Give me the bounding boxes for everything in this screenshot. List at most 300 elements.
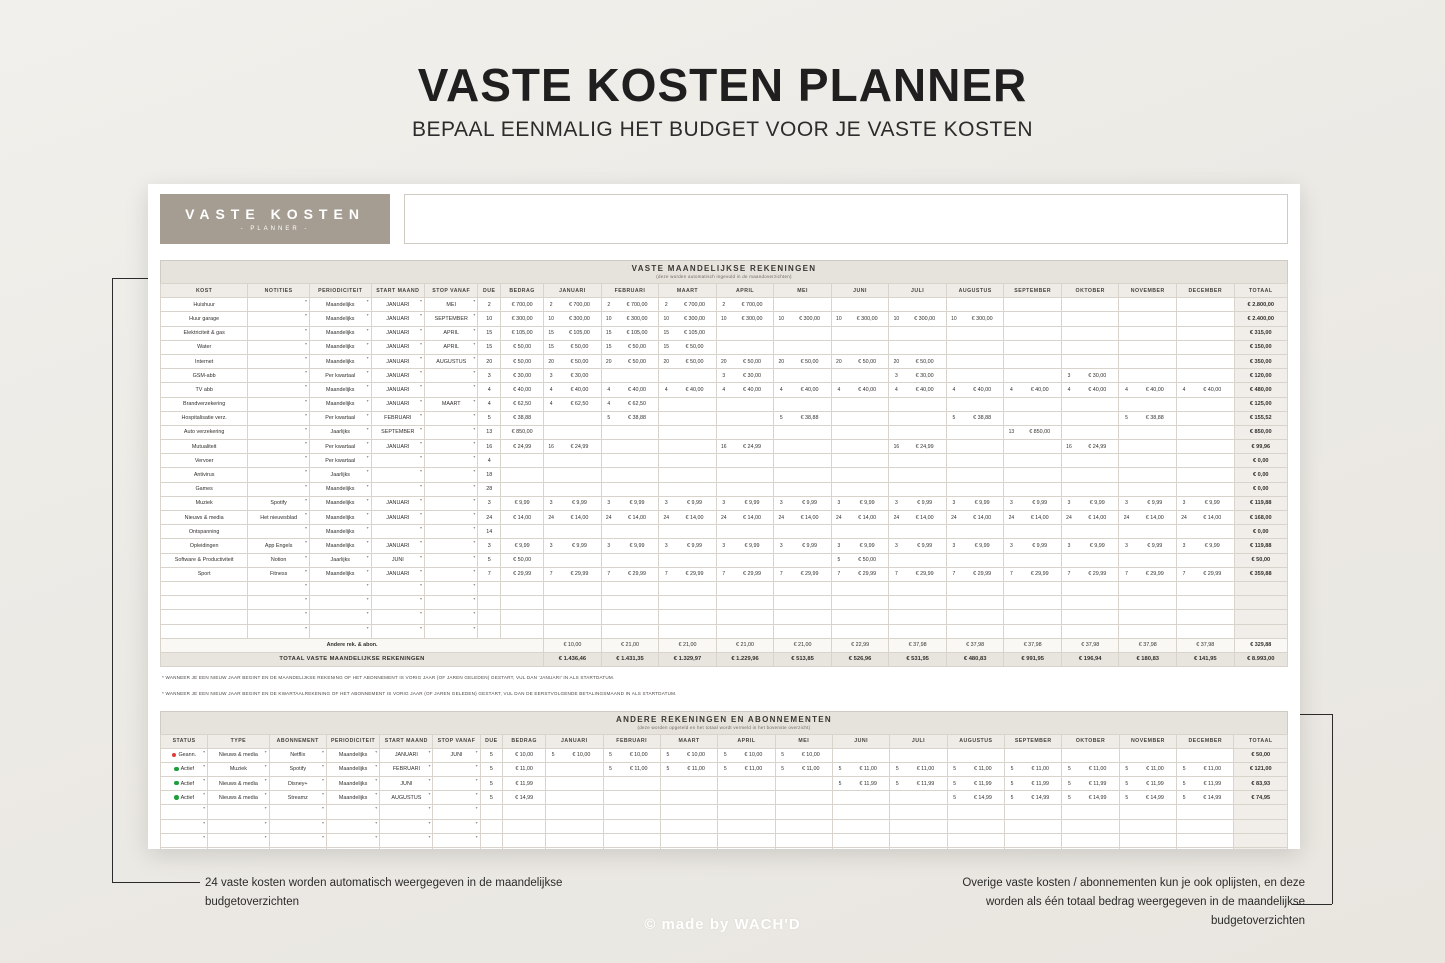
- month-cell[interactable]: 3 € 9,99: [1119, 496, 1177, 510]
- month-cell[interactable]: [946, 425, 1004, 439]
- month-cell[interactable]: [890, 833, 947, 847]
- month-cell[interactable]: [1177, 354, 1235, 368]
- cost-name-cell[interactable]: Sport: [161, 567, 248, 581]
- month-cell[interactable]: 4 € 40,00: [544, 383, 602, 397]
- month-cell[interactable]: 5 € 14,99: [1177, 791, 1234, 805]
- month-cell[interactable]: 10 € 300,00: [659, 312, 717, 326]
- month-cell[interactable]: [1004, 468, 1062, 482]
- month-cell[interactable]: 3 € 9,99: [1004, 496, 1062, 510]
- amount-cell[interactable]: [501, 454, 544, 468]
- month-cell[interactable]: 4 € 62,50: [601, 397, 659, 411]
- month-cell[interactable]: 5 € 38,88: [946, 411, 1004, 425]
- month-cell[interactable]: [889, 397, 947, 411]
- amount-cell[interactable]: € 50,00: [501, 354, 544, 368]
- note-cell[interactable]: [248, 411, 310, 425]
- amount-cell[interactable]: € 40,00: [501, 383, 544, 397]
- month-cell[interactable]: [544, 411, 602, 425]
- month-cell[interactable]: [603, 805, 660, 819]
- month-cell[interactable]: 3 € 30,00: [716, 369, 774, 383]
- due-day-cell[interactable]: [478, 581, 501, 595]
- month-cell[interactable]: 16 € 24,99: [1061, 440, 1119, 454]
- stop-month-cell[interactable]: [425, 383, 478, 397]
- month-cell[interactable]: 5 € 10,00: [775, 748, 832, 762]
- periodicity-cell[interactable]: Maandelijks ▾: [326, 777, 379, 791]
- table-row[interactable]: [161, 777, 1288, 791]
- amount-cell[interactable]: € 24,99: [501, 440, 544, 454]
- note-cell[interactable]: [248, 482, 310, 496]
- month-cell[interactable]: 3 € 9,99: [889, 539, 947, 553]
- stop-month-cell[interactable]: [433, 777, 480, 791]
- start-month-cell[interactable]: SEPTEMBER ▾: [371, 425, 424, 439]
- table-row[interactable]: [161, 312, 1288, 326]
- month-cell[interactable]: 2 € 700,00: [716, 298, 774, 312]
- month-cell[interactable]: 5 € 11,00: [718, 762, 775, 776]
- due-day-cell[interactable]: [478, 610, 501, 624]
- month-cell[interactable]: 3 € 9,99: [544, 496, 602, 510]
- periodicity-cell[interactable]: Maandelijks ▾: [309, 354, 371, 368]
- month-cell[interactable]: [659, 397, 717, 411]
- month-cell[interactable]: [660, 805, 717, 819]
- month-cell[interactable]: [1119, 340, 1177, 354]
- start-month-cell[interactable]: [371, 454, 424, 468]
- month-cell[interactable]: [603, 777, 660, 791]
- month-cell[interactable]: 3 € 9,99: [1177, 539, 1235, 553]
- month-cell[interactable]: [659, 553, 717, 567]
- table-row[interactable]: [161, 369, 1288, 383]
- dropdown-cell[interactable]: [269, 805, 326, 819]
- type-cell[interactable]: Nieuws & media ▾: [208, 777, 269, 791]
- table-row-empty[interactable]: [161, 610, 1288, 624]
- month-cell[interactable]: [544, 454, 602, 468]
- subscription-cell[interactable]: Disney+ ▾: [269, 777, 326, 791]
- notes-box[interactable]: [404, 194, 1288, 244]
- month-cell[interactable]: [601, 610, 659, 624]
- stop-month-cell[interactable]: APRIL ▾: [425, 326, 478, 340]
- month-cell[interactable]: [544, 553, 602, 567]
- month-cell[interactable]: [544, 468, 602, 482]
- due-day-cell[interactable]: 3: [478, 496, 501, 510]
- month-cell[interactable]: [1061, 397, 1119, 411]
- month-cell[interactable]: [660, 819, 717, 833]
- month-cell[interactable]: 15 € 105,00: [601, 326, 659, 340]
- month-cell[interactable]: 20 € 50,00: [889, 354, 947, 368]
- month-cell[interactable]: [889, 298, 947, 312]
- month-cell[interactable]: [774, 610, 832, 624]
- month-cell[interactable]: 3 € 9,99: [1061, 496, 1119, 510]
- month-cell[interactable]: 5 € 11,00: [832, 762, 889, 776]
- dropdown-cell[interactable]: [425, 581, 478, 595]
- table-row-empty[interactable]: [161, 596, 1288, 610]
- start-month-cell[interactable]: JANUARI ▾: [371, 354, 424, 368]
- amount-cell[interactable]: [501, 525, 544, 539]
- month-cell[interactable]: [601, 525, 659, 539]
- amount-cell[interactable]: € 10,00: [503, 748, 546, 762]
- month-cell[interactable]: [831, 425, 889, 439]
- month-cell[interactable]: [1004, 397, 1062, 411]
- cost-name-cell[interactable]: Internet: [161, 354, 248, 368]
- amount-cell[interactable]: € 300,00: [501, 312, 544, 326]
- month-cell[interactable]: 24 € 14,00: [1061, 511, 1119, 525]
- periodicity-cell[interactable]: Per kwartaal ▾: [309, 440, 371, 454]
- dropdown-cell[interactable]: [433, 819, 480, 833]
- month-cell[interactable]: [659, 610, 717, 624]
- month-cell[interactable]: 5 € 11,00: [603, 762, 660, 776]
- month-cell[interactable]: 10 € 300,00: [889, 312, 947, 326]
- month-cell[interactable]: [1177, 425, 1235, 439]
- month-cell[interactable]: 5 € 10,00: [660, 748, 717, 762]
- month-cell[interactable]: [1061, 312, 1119, 326]
- month-cell[interactable]: [1119, 610, 1177, 624]
- month-cell[interactable]: [1004, 340, 1062, 354]
- month-cell[interactable]: [889, 468, 947, 482]
- cost-name-cell[interactable]: Elektriciteit & gas: [161, 326, 248, 340]
- stop-month-cell[interactable]: [425, 511, 478, 525]
- month-cell[interactable]: [1004, 440, 1062, 454]
- month-cell[interactable]: [660, 791, 717, 805]
- periodicity-cell[interactable]: Maandelijks ▾: [309, 397, 371, 411]
- start-month-cell[interactable]: [371, 482, 424, 496]
- stop-month-cell[interactable]: [425, 567, 478, 581]
- stop-month-cell[interactable]: JUNI ▾: [433, 748, 480, 762]
- month-cell[interactable]: 5 € 38,88: [1119, 411, 1177, 425]
- month-cell[interactable]: [1119, 819, 1176, 833]
- month-cell[interactable]: [1177, 553, 1235, 567]
- dropdown-cell[interactable]: [380, 805, 433, 819]
- stop-month-cell[interactable]: MAART ▾: [425, 397, 478, 411]
- month-cell[interactable]: [1177, 581, 1235, 595]
- month-cell[interactable]: [1177, 312, 1235, 326]
- month-cell[interactable]: 4 € 40,00: [831, 383, 889, 397]
- month-cell[interactable]: [1004, 482, 1062, 496]
- month-cell[interactable]: 10 € 300,00: [544, 312, 602, 326]
- dropdown-cell[interactable]: [269, 848, 326, 850]
- start-month-cell[interactable]: JANUARI ▾: [371, 369, 424, 383]
- table-row-empty[interactable]: [161, 833, 1288, 847]
- month-cell[interactable]: 24 € 14,00: [544, 511, 602, 525]
- start-month-cell[interactable]: JUNI ▾: [380, 777, 433, 791]
- start-month-cell[interactable]: JANUARI ▾: [371, 496, 424, 510]
- note-cell[interactable]: Fitness ▾: [248, 567, 310, 581]
- month-cell[interactable]: [774, 581, 832, 595]
- stop-month-cell[interactable]: [425, 553, 478, 567]
- month-cell[interactable]: [946, 468, 1004, 482]
- month-cell[interactable]: [1119, 425, 1177, 439]
- periodicity-cell[interactable]: Maandelijks ▾: [309, 482, 371, 496]
- table-row[interactable]: [161, 425, 1288, 439]
- month-cell[interactable]: [774, 440, 832, 454]
- dropdown-cell[interactable]: [269, 819, 326, 833]
- month-cell[interactable]: 10 € 300,00: [831, 312, 889, 326]
- dropdown-cell[interactable]: [433, 848, 480, 850]
- status-cell[interactable]: Geann. ▾: [161, 748, 208, 762]
- month-cell[interactable]: [1177, 454, 1235, 468]
- month-cell[interactable]: 4 € 40,00: [1119, 383, 1177, 397]
- month-cell[interactable]: 7 € 29,99: [889, 567, 947, 581]
- start-month-cell[interactable]: JANUARI ▾: [371, 326, 424, 340]
- month-cell[interactable]: [718, 848, 775, 850]
- month-cell[interactable]: [774, 397, 832, 411]
- month-cell[interactable]: 15 € 105,00: [544, 326, 602, 340]
- month-cell[interactable]: [1119, 848, 1176, 850]
- start-month-cell[interactable]: JANUARI ▾: [371, 397, 424, 411]
- start-month-cell[interactable]: AUGUSTUS ▾: [380, 791, 433, 805]
- month-cell[interactable]: [890, 805, 947, 819]
- month-cell[interactable]: [1177, 596, 1235, 610]
- month-cell[interactable]: [832, 805, 889, 819]
- month-cell[interactable]: [546, 805, 603, 819]
- table-row[interactable]: [161, 397, 1288, 411]
- month-cell[interactable]: [775, 777, 832, 791]
- month-cell[interactable]: [1119, 624, 1177, 638]
- month-cell[interactable]: [1119, 805, 1176, 819]
- month-cell[interactable]: [1061, 468, 1119, 482]
- note-cell[interactable]: [248, 525, 310, 539]
- month-cell[interactable]: [1062, 748, 1119, 762]
- month-cell[interactable]: [544, 596, 602, 610]
- month-cell[interactable]: 5 € 11,99: [832, 777, 889, 791]
- month-cell[interactable]: 5 € 38,88: [774, 411, 832, 425]
- table-row[interactable]: [161, 298, 1288, 312]
- amount-cell[interactable]: [503, 848, 546, 850]
- start-month-cell[interactable]: JANUARI ▾: [371, 539, 424, 553]
- month-cell[interactable]: [659, 525, 717, 539]
- amount-cell[interactable]: € 14,99: [503, 791, 546, 805]
- month-cell[interactable]: 4 € 40,00: [1177, 383, 1235, 397]
- table-row[interactable]: [161, 567, 1288, 581]
- start-month-cell[interactable]: JUNI ▾: [371, 553, 424, 567]
- month-cell[interactable]: [718, 791, 775, 805]
- month-cell[interactable]: 3 € 9,99: [601, 496, 659, 510]
- month-cell[interactable]: [889, 411, 947, 425]
- month-cell[interactable]: 24 € 14,00: [716, 511, 774, 525]
- dropdown-cell[interactable]: [433, 805, 480, 819]
- status-cell[interactable]: Actief ▾: [161, 762, 208, 776]
- due-day-cell[interactable]: 4: [478, 454, 501, 468]
- dropdown-cell[interactable]: [309, 610, 371, 624]
- cost-name-cell[interactable]: Muziek: [161, 496, 248, 510]
- month-cell[interactable]: 16 € 24,99: [889, 440, 947, 454]
- month-cell[interactable]: [831, 397, 889, 411]
- month-cell[interactable]: [546, 833, 603, 847]
- month-cell[interactable]: 4 € 40,00: [946, 383, 1004, 397]
- month-cell[interactable]: [1177, 411, 1235, 425]
- month-cell[interactable]: [889, 624, 947, 638]
- month-cell[interactable]: 7 € 29,99: [601, 567, 659, 581]
- month-cell[interactable]: [889, 425, 947, 439]
- month-cell[interactable]: [947, 848, 1004, 850]
- month-cell[interactable]: [946, 340, 1004, 354]
- month-cell[interactable]: [1005, 748, 1062, 762]
- month-cell[interactable]: [1061, 340, 1119, 354]
- month-cell[interactable]: [718, 777, 775, 791]
- due-day-cell[interactable]: [480, 848, 503, 850]
- note-cell[interactable]: [248, 383, 310, 397]
- due-day-cell[interactable]: 28: [478, 482, 501, 496]
- note-cell[interactable]: [248, 425, 310, 439]
- month-cell[interactable]: [546, 819, 603, 833]
- month-cell[interactable]: [1061, 482, 1119, 496]
- month-cell[interactable]: 7 € 29,99: [774, 567, 832, 581]
- month-cell[interactable]: 3 € 9,99: [774, 496, 832, 510]
- amount-cell[interactable]: € 38,88: [501, 411, 544, 425]
- dropdown-cell[interactable]: [425, 624, 478, 638]
- month-cell[interactable]: [546, 762, 603, 776]
- month-cell[interactable]: [946, 298, 1004, 312]
- month-cell[interactable]: 7 € 29,99: [544, 567, 602, 581]
- stop-month-cell[interactable]: [425, 482, 478, 496]
- due-day-cell[interactable]: [480, 819, 503, 833]
- month-cell[interactable]: 3 € 9,99: [601, 539, 659, 553]
- month-cell[interactable]: [1004, 581, 1062, 595]
- periodicity-cell[interactable]: Maandelijks ▾: [309, 496, 371, 510]
- due-day-cell[interactable]: 5: [478, 411, 501, 425]
- month-cell[interactable]: [1005, 833, 1062, 847]
- month-cell[interactable]: [603, 791, 660, 805]
- month-cell[interactable]: [716, 326, 774, 340]
- periodicity-cell[interactable]: Maandelijks ▾: [309, 340, 371, 354]
- start-month-cell[interactable]: FEBRUARI ▾: [371, 411, 424, 425]
- due-day-cell[interactable]: 15: [478, 326, 501, 340]
- month-cell[interactable]: 24 € 14,00: [889, 511, 947, 525]
- month-cell[interactable]: [603, 848, 660, 850]
- table-row[interactable]: [161, 468, 1288, 482]
- month-cell[interactable]: [889, 610, 947, 624]
- month-cell[interactable]: [546, 777, 603, 791]
- month-cell[interactable]: 24 € 14,00: [659, 511, 717, 525]
- month-cell[interactable]: [601, 596, 659, 610]
- month-cell[interactable]: [1061, 454, 1119, 468]
- month-cell[interactable]: 15 € 50,00: [544, 340, 602, 354]
- periodicity-cell[interactable]: Maandelijks ▾: [309, 525, 371, 539]
- month-cell[interactable]: 20 € 50,00: [601, 354, 659, 368]
- status-cell[interactable]: Actief ▾: [161, 777, 208, 791]
- month-cell[interactable]: [1061, 596, 1119, 610]
- month-cell[interactable]: 5 € 11,00: [890, 762, 947, 776]
- dropdown-cell[interactable]: [326, 848, 379, 850]
- month-cell[interactable]: [1119, 525, 1177, 539]
- month-cell[interactable]: [716, 525, 774, 539]
- month-cell[interactable]: 5 € 11,00: [660, 762, 717, 776]
- due-day-cell[interactable]: 5: [480, 762, 503, 776]
- month-cell[interactable]: [1061, 624, 1119, 638]
- month-cell[interactable]: 24 € 14,00: [1004, 511, 1062, 525]
- month-cell[interactable]: 7 € 29,99: [716, 567, 774, 581]
- month-cell[interactable]: [1005, 805, 1062, 819]
- amount-cell[interactable]: [501, 596, 544, 610]
- periodicity-cell[interactable]: Maandelijks ▾: [309, 511, 371, 525]
- table-row[interactable]: [161, 354, 1288, 368]
- month-cell[interactable]: [716, 553, 774, 567]
- month-cell[interactable]: [832, 833, 889, 847]
- stop-month-cell[interactable]: [425, 496, 478, 510]
- month-cell[interactable]: 4 € 40,00: [1061, 383, 1119, 397]
- month-cell[interactable]: 15 € 50,00: [659, 340, 717, 354]
- month-cell[interactable]: [660, 777, 717, 791]
- note-cell[interactable]: [248, 340, 310, 354]
- start-month-cell[interactable]: JANUARI ▾: [371, 567, 424, 581]
- amount-cell[interactable]: € 700,00: [501, 298, 544, 312]
- subscription-cell[interactable]: Spotify ▾: [269, 762, 326, 776]
- amount-cell[interactable]: € 11,00: [503, 762, 546, 776]
- month-cell[interactable]: [889, 454, 947, 468]
- month-cell[interactable]: [1004, 326, 1062, 340]
- month-cell[interactable]: [1119, 298, 1177, 312]
- month-cell[interactable]: 5 € 11,99: [890, 777, 947, 791]
- month-cell[interactable]: [890, 791, 947, 805]
- month-cell[interactable]: [544, 525, 602, 539]
- amount-cell[interactable]: [503, 805, 546, 819]
- month-cell[interactable]: 2 € 700,00: [601, 298, 659, 312]
- dropdown-cell[interactable]: [269, 833, 326, 847]
- cost-name-cell[interactable]: Water: [161, 340, 248, 354]
- month-cell[interactable]: [1005, 819, 1062, 833]
- due-day-cell[interactable]: 5: [478, 553, 501, 567]
- start-month-cell[interactable]: JANUARI ▾: [371, 340, 424, 354]
- month-cell[interactable]: 5 € 11,00: [1119, 762, 1176, 776]
- month-cell[interactable]: 3 € 30,00: [889, 369, 947, 383]
- periodicity-cell[interactable]: Maandelijks ▾: [326, 762, 379, 776]
- month-cell[interactable]: 3 € 9,99: [831, 496, 889, 510]
- cost-name-cell[interactable]: TV abb: [161, 383, 248, 397]
- cost-name-cell[interactable]: [161, 624, 248, 638]
- month-cell[interactable]: [1119, 312, 1177, 326]
- periodicity-cell[interactable]: Maandelijks ▾: [309, 298, 371, 312]
- month-cell[interactable]: [1177, 805, 1234, 819]
- dropdown-cell[interactable]: [161, 819, 208, 833]
- month-cell[interactable]: [831, 525, 889, 539]
- dropdown-cell[interactable]: [371, 581, 424, 595]
- dropdown-cell[interactable]: [208, 833, 269, 847]
- month-cell[interactable]: [1004, 610, 1062, 624]
- periodicity-cell[interactable]: Per kwartaal ▾: [309, 411, 371, 425]
- dropdown-cell[interactable]: [309, 596, 371, 610]
- month-cell[interactable]: [716, 581, 774, 595]
- amount-cell[interactable]: [503, 819, 546, 833]
- month-cell[interactable]: [831, 454, 889, 468]
- due-day-cell[interactable]: 2: [478, 298, 501, 312]
- month-cell[interactable]: [946, 440, 1004, 454]
- month-cell[interactable]: [774, 298, 832, 312]
- month-cell[interactable]: 20 € 50,00: [831, 354, 889, 368]
- month-cell[interactable]: [601, 581, 659, 595]
- stop-month-cell[interactable]: [425, 454, 478, 468]
- start-month-cell[interactable]: JANUARI ▾: [371, 383, 424, 397]
- cost-name-cell[interactable]: GSM-abb: [161, 369, 248, 383]
- month-cell[interactable]: [1061, 425, 1119, 439]
- month-cell[interactable]: [774, 553, 832, 567]
- table-row[interactable]: [161, 440, 1288, 454]
- month-cell[interactable]: [775, 805, 832, 819]
- month-cell[interactable]: 7 € 29,99: [659, 567, 717, 581]
- month-cell[interactable]: [1177, 397, 1235, 411]
- month-cell[interactable]: [544, 610, 602, 624]
- month-cell[interactable]: 16 € 24,99: [716, 440, 774, 454]
- stop-month-cell[interactable]: [425, 525, 478, 539]
- stop-month-cell[interactable]: [425, 425, 478, 439]
- month-cell[interactable]: [775, 833, 832, 847]
- month-cell[interactable]: [660, 833, 717, 847]
- month-cell[interactable]: [1004, 369, 1062, 383]
- stop-month-cell[interactable]: [425, 440, 478, 454]
- dropdown-cell[interactable]: [309, 624, 371, 638]
- dropdown-cell[interactable]: [309, 581, 371, 595]
- start-month-cell[interactable]: JANUARI ▾: [380, 748, 433, 762]
- due-day-cell[interactable]: 5: [480, 777, 503, 791]
- month-cell[interactable]: [1004, 454, 1062, 468]
- month-cell[interactable]: 24 € 14,00: [774, 511, 832, 525]
- table-row[interactable]: [161, 454, 1288, 468]
- month-cell[interactable]: [832, 848, 889, 850]
